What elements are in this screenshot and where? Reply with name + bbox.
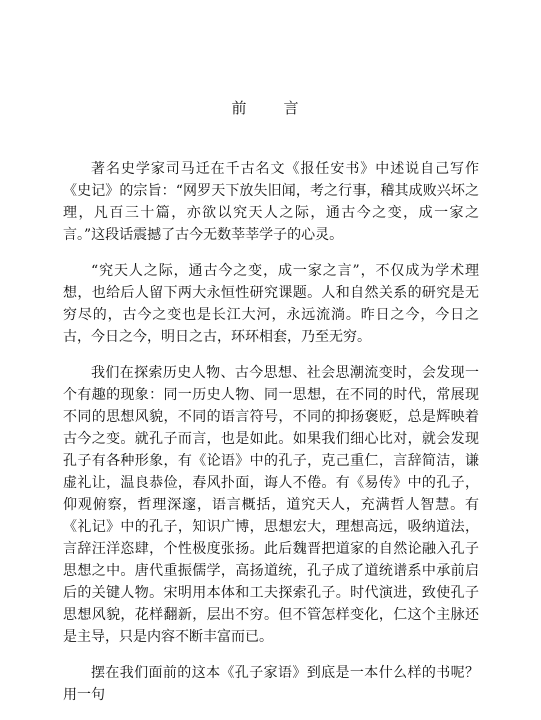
paragraph: 摆在我们面前的这本《孔子家语》到底是一本什么样的书呢？用一句 [63, 665, 479, 703]
paragraph: “究天人之际，通古今之变，成一家之言”，不仅成为学术理想，也给后人留下两大永恒性研究课题。人和自然关系的研究是无穷尽的，古今之变也是长江大河，永远流淌。昨日之今，今日之古，今日之今，明日之古，环环相套，乃至无穷。 [63, 263, 479, 345]
page-title: 前 言 [231, 99, 310, 117]
paragraph: 著名史学家司马迁在千古名文《报任安书》中述说自己写作《史记》的宗旨：“网罗天下放失旧闻，考之行事，稽其成败兴坏之理，凡百三十篇，亦欲以究天人之际，通古今之变，成一家之言。”这段话震撼了古今无数莘莘学子的心灵。 [63, 161, 479, 243]
paragraph: 我们在探索历史人物、古今思想、社会思潮流变时，会发现一个有趣的现象：同一历史人物、同一思想，在不同的时代，常展现不同的思想风貌，不同的语言符号，不同的抑扬褒贬，总是辉映着古今之变。就孔子而言，也是如此。如果我们细心比对，就会发现孔子有各种形象，有《论语》中的孔子，克己重仁，言辞简洁，谦虚礼让，温良恭俭，春风扑面，诲人不倦。有《易传》中的孔子，仰观俯察，哲理深邃，语言概括，道究天人，充满哲人智慧。有《礼记》中的孔子，知识广博，思想宏大，理想高远，吸纳道法，言辞汪洋恣肆，个性极度张扬。此后魏晋把道家的自然论融入孔子思想之中。唐代重振儒学，高扬道统，孔子成了道统谱系中承前启后的关键人物。宋明用本体和工夫探索孔子。时代演进，致使孔子思想风貌，花样翻新，层出不穷。但不管怎样变化，仁这个主脉还是主导，只是内容不断丰富而已。 [63, 365, 479, 645]
body-text [63, 158, 479, 720]
